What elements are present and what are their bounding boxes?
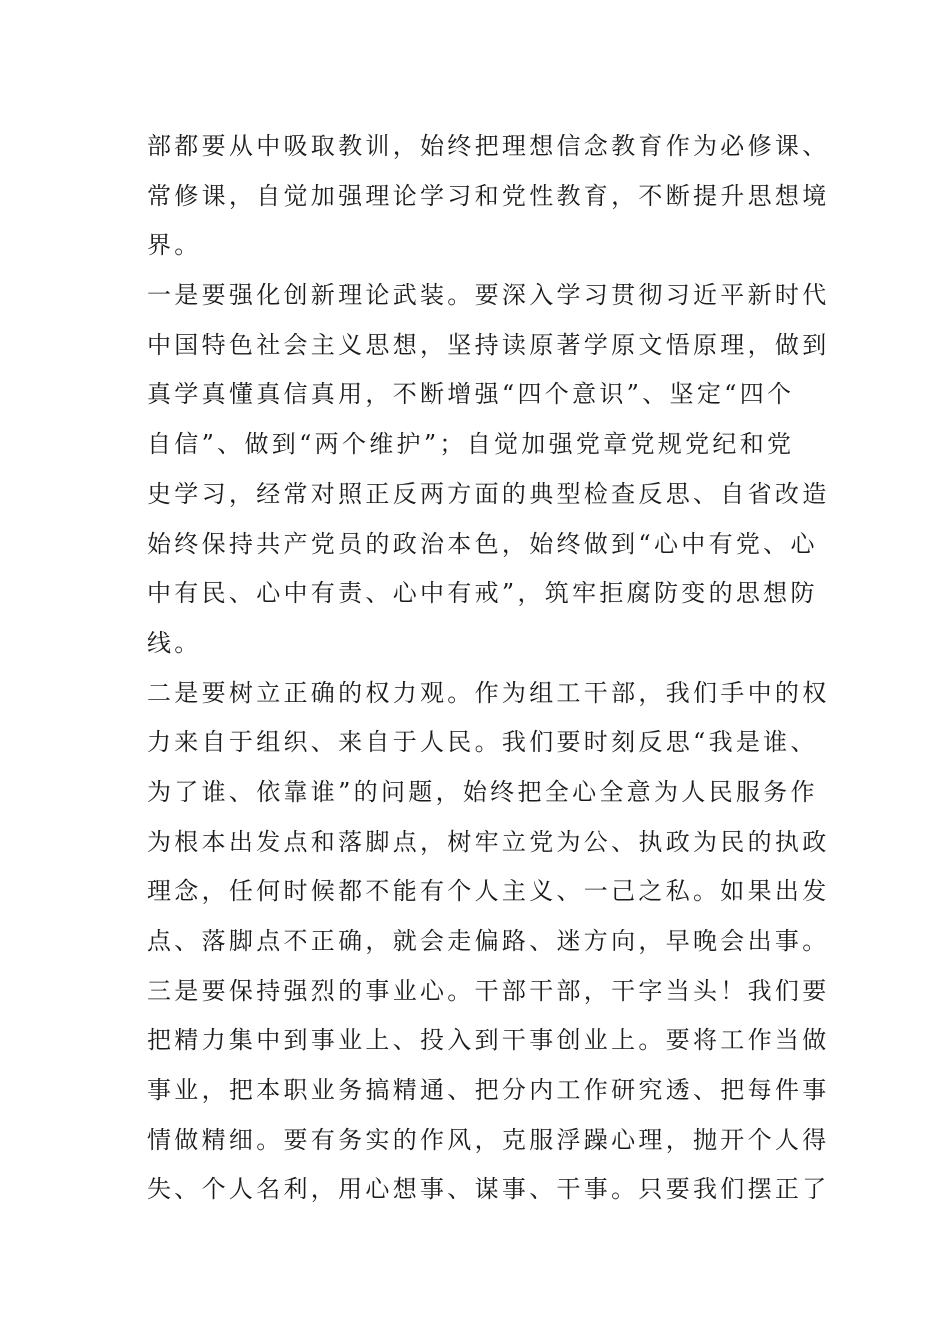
paragraph-point-two	[147, 669, 830, 967]
text-line: 为了谁、依靠谁”的问题，始终把全心全意为人民服务作	[147, 777, 818, 806]
text-line: 真学真懂真信真用，不断增强“四个意识”、坚定“四个	[147, 380, 795, 409]
text-line: 界。	[147, 231, 202, 260]
text-line: 自信”、做到“两个维护”；自觉加强党章党规党纪和党	[147, 430, 795, 459]
text-line: 情做精细。要有务实的作风，克服浮躁心理，抛开个人得	[147, 1125, 830, 1154]
text-line: 失、个人名利，用心想事、谋事、干事。只要我们摆正了	[147, 1175, 830, 1204]
text-line: 理念，任何时候都不能有个人主义、一己之私。如果出发	[147, 877, 830, 906]
paragraph-point-one	[147, 271, 830, 669]
text-line: 力来自于组织、来自于人民。我们要时刻反思“我是谁、	[147, 728, 818, 757]
text-line: 一是要强化创新理论武装。要深入学习贯彻习近平新时代	[147, 281, 830, 310]
text-line: 部都要从中吸取教训，始终把理想信念教育作为必修课、	[147, 132, 830, 160]
paragraph-intro-continuation	[147, 122, 830, 271]
text-line: 史学习，经常对照正反两方面的典型检查反思、自省改造	[147, 479, 830, 508]
text-line: 为根本出发点和落脚点，树牢立党为公、执政为民的执政	[147, 827, 830, 856]
text-line: 线。	[147, 628, 202, 657]
text-line: 事业，把本职业务搞精通、把分内工作研究透、把每件事	[147, 1076, 830, 1105]
text-line: 中国特色社会主义思想，坚持读原著学原文悟原理，做到	[147, 330, 830, 359]
text-line: 点、落脚点不正确，就会走偏路、迷方向，早晚会出事。	[147, 927, 830, 955]
text-line: 三是要保持强烈的事业心。干部干部，干字当头！我们要	[147, 976, 830, 1005]
text-line: 把精力集中到事业上、投入到干事创业上。要将工作当做	[147, 1026, 830, 1055]
text-line: 始终保持共产党员的政治本色，始终做到“心中有党、心	[147, 529, 818, 558]
document-body	[147, 122, 830, 1215]
text-line: 中有民、心中有责、心中有戒”，筑牢拒腐防变的思想防	[147, 579, 818, 608]
text-line: 常修课，自觉加强理论学习和党性教育，不断提升思想境	[147, 181, 830, 210]
paragraph-point-three	[147, 967, 830, 1215]
text-line: 二是要树立正确的权力观。作为组工干部，我们手中的权	[147, 678, 830, 707]
